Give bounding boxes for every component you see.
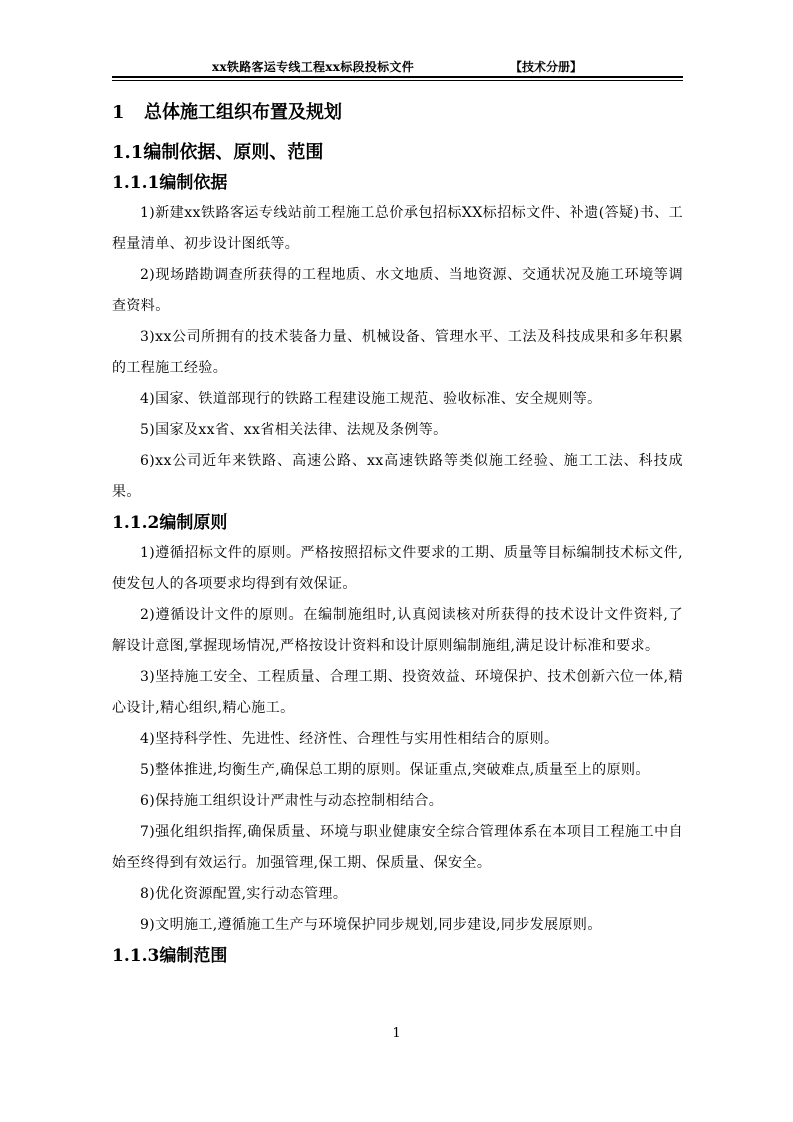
principle-item: 5)整体推进,均衡生产,确保总工期的原则。保证重点,突破难点,质量至上的原则。 — [140, 762, 650, 778]
basis-item: 1)新建xx铁路客运专线站前工程施工总价承包招标XX标招标文件、补遗(答疑)书、工程量清单、初步设计图纸等。 — [112, 205, 683, 252]
principle-item: 9)文明施工,遵循施工生产与环境保护同步规划,同步建设,同步发展原则。 — [140, 917, 602, 933]
principle-item: 8)优化资源配置,实行动态管理。 — [140, 886, 348, 902]
subsection-heading: 1.1编制依据、原则、范围 — [112, 142, 324, 163]
principle-item: 7)强化组织指挥,确保质量、环境与职业健康安全综合管理体系在本项目工程施工中自始至终得到有效运行。加强管理,保工期、保质量、保安全。 — [112, 824, 683, 871]
section-title: 总体施工组织布置及规划 — [144, 102, 342, 123]
page-number: 1 — [392, 1026, 401, 1041]
section-heading — [112, 96, 683, 130]
header-rule-thick — [112, 76, 683, 78]
heading-1-1-2: 1.1.2编制原则 — [112, 513, 228, 533]
section-number: 1 — [112, 102, 125, 123]
principle-item: 4)坚持科学性、先进性、经济性、合理性与实用性相结合的原则。 — [140, 731, 559, 747]
basis-item: 5)国家及xx省、xx省相关法律、法规及条例等。 — [140, 422, 448, 438]
page-content — [112, 96, 683, 971]
page-header — [112, 58, 683, 76]
header-rule-thin — [112, 80, 683, 81]
principle-item: 6)保持施工组织设计严肃性与动态控制相结合。 — [140, 793, 444, 809]
principle-item: 1)遵循招标文件的原则。严格按照招标文件要求的工期、质量等目标编制技术标文件,使发包人的各项要求均得到有效保证。 — [112, 545, 683, 592]
basis-item: 4)国家、铁道部现行的铁路工程建设施工规范、验收标准、安全规则等。 — [140, 391, 602, 407]
basis-item: 2)现场踏勘调查所获得的工程地质、水文地质、当地资源、交通状况及施工环境等调查资料。 — [112, 267, 683, 314]
basis-item: 3)xx公司所拥有的技术装备力量、机械设备、管理水平、工法及科技成果和多年积累的工程施工经验。 — [112, 329, 683, 376]
header-tag: 【技术分册】 — [510, 60, 583, 74]
principle-item: 3)坚持施工安全、工程质量、合理工期、投资效益、环境保护、技术创新六位一体,精心设计,精心组织,精心施工。 — [112, 669, 683, 716]
header-title: xx铁路客运专线工程xx标段投标文件 — [212, 60, 415, 74]
heading-1-1-1: 1.1.1编制依据 — [112, 173, 228, 193]
principle-item: 2)遵循设计文件的原则。在编制施组时,认真阅读核对所获得的技术设计文件资料,了解设计意图,掌握现场情况,严格按设计资料和设计原则编制施组,满足设计标准和要求。 — [112, 607, 683, 654]
heading-1-1-3: 1.1.3编制范围 — [112, 946, 228, 966]
basis-item: 6)xx公司近年来铁路、高速公路、xx高速铁路等类似施工经验、施工工法、科技成果。 — [112, 453, 683, 500]
